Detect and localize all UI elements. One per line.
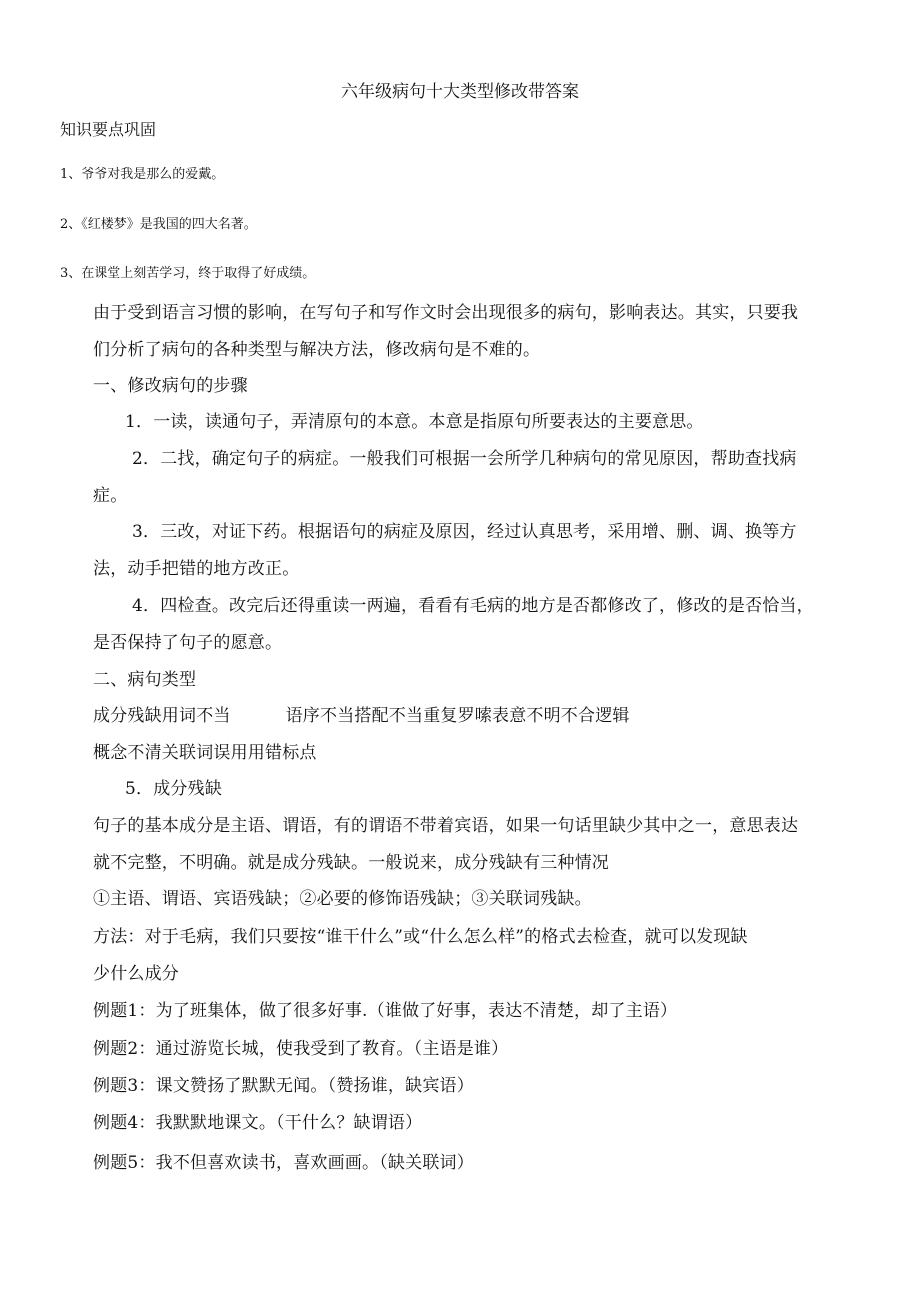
body-line: 句子的基本成分是主语、谓语，有的谓语不带着宾语，如果一句话里缺少其中之一，意思表达 bbox=[93, 816, 799, 836]
step-item-continued: 是否保持了句子的愿意。 bbox=[93, 633, 283, 653]
types-list-part: 成分残缺用词不当 bbox=[93, 706, 231, 726]
body-line: 就不完整，不明确。就是成分残缺。一般说来，成分残缺有三种情况 bbox=[93, 853, 609, 873]
example-item: 例题5：我不但喜欢读书，喜欢画画。（缺关联词） bbox=[93, 1153, 474, 1173]
body-line: 少什么成分 bbox=[93, 964, 179, 984]
body-line: 方法：对于毛病，我们只要按“谁干什么”或“什么怎么样”的格式去检查，就可以发现缺 bbox=[93, 927, 748, 947]
step-item-continued: 法，动手把错的地方改正。 bbox=[93, 559, 300, 579]
step-item: 4．四检查。改完后还得重读一两遍，看看有毛病的地方是否都修改了，修改的是否恰当， bbox=[132, 596, 814, 616]
sub-heading: 5．成分残缺 bbox=[125, 779, 223, 799]
intro-line: 们分析了病句的各种类型与解决方法，修改病句是不难的。 bbox=[93, 340, 541, 360]
body-line: ①主语、谓语、宾语残缺；②必要的修饰语残缺；③关联词残缺。 bbox=[93, 889, 592, 909]
steps-heading: 一、修改病句的步骤 bbox=[93, 376, 248, 396]
step-item-continued: 症。 bbox=[93, 486, 128, 506]
question-item: 3、在课堂上刻苦学习，终于取得了好成绩。 bbox=[60, 266, 316, 281]
types-list-part: 语序不当搭配不当重复罗嗦表意不明不合逻辑 bbox=[285, 706, 630, 726]
example-item: 例题3：课文赞扬了默默无闻。（赞扬谁，缺宾语） bbox=[93, 1076, 474, 1096]
question-item: 1、爷爷对我是那么的爱戴。 bbox=[60, 167, 225, 182]
step-item: 2．二找，确定句子的病症。一般我们可根据一会所学几种病句的常见原因，帮助查找病 bbox=[132, 449, 797, 469]
step-item: 1．一读，读通句子，弄清原句的本意。本意是指原句所要表达的主要意思。 bbox=[125, 412, 704, 432]
types-list bbox=[93, 708, 630, 725]
example-item: 例题1：为了班集体，做了很多好事.（谁做了好事，表达不清楚，却了主语） bbox=[93, 1001, 678, 1021]
types-list: 概念不清关联词误用用错标点 bbox=[93, 743, 317, 763]
intro-line: 由于受到语言习惯的影响，在写句子和写作文时会出现很多的病句，影响表达。其实，只要我 bbox=[93, 303, 799, 323]
question-item: 2、《红楼梦》是我国的四大名著。 bbox=[60, 217, 257, 232]
example-item: 例题2：通过游览长城，使我受到了教育。（主语是谁） bbox=[93, 1039, 509, 1059]
types-heading: 二、病句类型 bbox=[93, 670, 197, 690]
step-item: 3．三改，对证下药。根据语句的病症及原因，经过认真思考，采用增、删、调、换等方 bbox=[132, 522, 797, 542]
example-item: 例题4：我默默地课文。（干什么？缺谓语） bbox=[93, 1113, 423, 1133]
section-heading: 知识要点巩固 bbox=[60, 120, 157, 139]
page-title: 六年级病句十大类型修改带答案 bbox=[341, 82, 579, 102]
